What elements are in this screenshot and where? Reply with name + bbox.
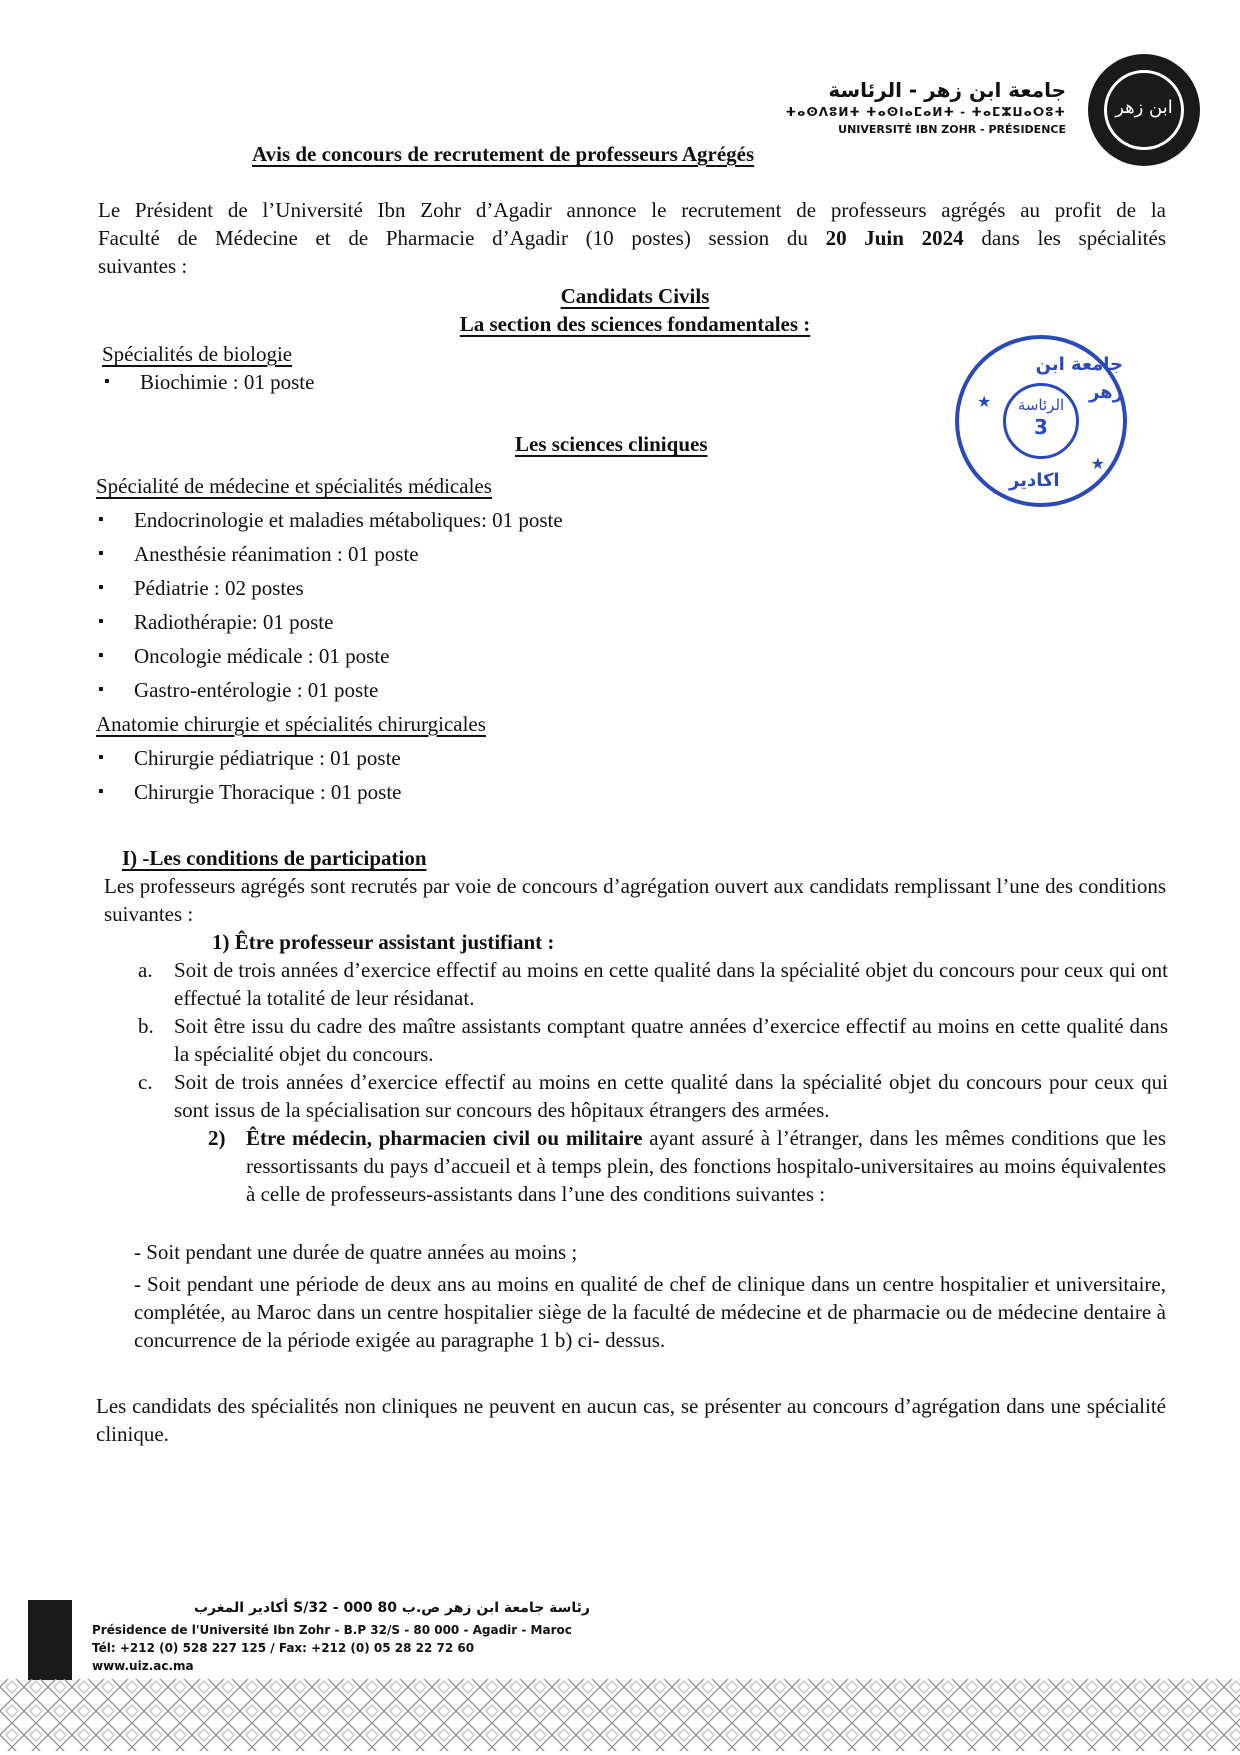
item-label: b. [138,1014,154,1038]
list-item: ▪ Biochimie : 01 poste [104,365,314,399]
stamp-star-icon: ★ [977,394,992,411]
list-item [138,1012,1168,1068]
cliniques-heading: Les sciences cliniques [515,432,708,456]
stamp-star-icon: ★ [1090,456,1105,473]
stamp-center-text: الرئاسة [1017,396,1065,414]
condition-2-label: 2) [208,1126,226,1150]
item-text: Soit être issu du cadre des maître assistants comptant quatre années d’exercice effectif au moins en cette qualité dans la spécialité objet du concours. [174,1014,1168,1066]
condition-1-heading: 1) Être professeur assistant justifiant : [212,930,555,954]
condition-2 [208,1124,1166,1208]
dash-item-1: - Soit pendant une durée de quatre années au moins ; [134,1240,578,1264]
intro-line-3: suivantes : [98,254,188,278]
stamp-bottom-text: اكادير [1009,470,1060,491]
presidency-stamp [955,335,1127,507]
intro-paragraph [98,196,1166,280]
stamp-top-text: جامعة ابن زهر [1035,354,1123,403]
list-item [138,956,1168,1012]
item-text: Soit de trois années d’exercice effectif au moins en cette qualité dans la spécialité objet du concours pour ceux qui sont issus de la spécialisation sur concours des hôpitaux étrangers des armées. [174,1070,1168,1122]
chirurgie-list [98,741,402,809]
biologie-heading: Spécialités de biologie [102,342,293,366]
footer-bar [28,1600,72,1680]
footer-address: Présidence de l'Université Ibn Zohr - B.P 32/S - 80 000 - Agadir - Maroc [92,1623,572,1637]
footer-decorative-pattern [0,1675,1240,1755]
intro-line-2-a: Faculté de Médecine et de Pharmacie d’Agadir (10 postes) session du [98,226,826,250]
chirurgie-heading: Anatomie chirurgie et spécialités chirurgicales [96,712,486,736]
list-item: ▪ Anesthésie réanimation : 01 poste [98,537,563,571]
list-item: ▪ Chirurgie Thoracique : 01 poste [98,775,402,809]
medecine-list [98,503,563,707]
header-french-name: UNIVERSITÉ IBN ZOHR - PRÉSIDENCE [838,123,1066,136]
item-label: a. [138,958,153,982]
list-item: ▪ Oncologie médicale : 01 poste [98,639,563,673]
intro-line-2-b: dans les spécialités [963,226,1166,250]
stamp-center [1003,383,1079,459]
section-fondamentales-heading: La section des sciences fondamentales : [459,312,811,336]
intro-line-1: Le Président de l’Université Ibn Zohr d’Agadir annonce le recrutement de professeurs agrégés au profit de la [98,198,1166,222]
university-logo [1088,54,1200,166]
item-label: c. [138,1070,153,1094]
closing-paragraph: Les candidats des spécialités non cliniques ne peuvent en aucun cas, se présenter au concours d’agrégation dans une spécialité clinique. [96,1394,1166,1446]
footer-website[interactable]: www.uiz.ac.ma [92,1659,194,1673]
dash-item-2: - Soit pendant une période de deux ans au moins en qualité de chef de clinique dans un centre hospitalier et universitaire, complétée, au Maroc dans un centre hospitalier siège de la faculté de médecine et de pharmacie ou de médecine dentaire à concurrence de la période exigée au paragraphe 1 b) ci- dessus. [134,1272,1166,1352]
candidats-heading: Candidats Civils [560,284,710,308]
condition-2-bold: Être médecin, pharmacien civil ou militaire [246,1126,643,1150]
list-item: ▪ Gastro-entérologie : 01 poste [98,673,563,707]
list-item: ▪ Chirurgie pédiatrique : 01 poste [98,741,402,775]
item-text: Soit de trois années d’exercice effectif au moins en cette qualité dans la spécialité objet du concours pour ceux qui ont effectué la totalité de leur résidanat. [174,958,1168,1010]
page-title: Avis de concours de recrutement de professeurs Agrégés [252,142,755,166]
footer-contact: Tél: +212 (0) 528 227 125 / Fax: +212 (0) 05 28 22 72 60 [92,1641,475,1655]
biologie-list [104,365,314,399]
condition-2-text-block [246,1124,1166,1208]
session-date: 20 Juin 2024 [825,226,964,250]
list-item: ▪ Pédiatrie : 02 postes [98,571,563,605]
conditions-heading: I) -Les conditions de participation [122,846,427,870]
stamp-number: 3 [1034,415,1048,439]
list-item: ▪ Radiothérapie: 01 poste [98,605,563,639]
pattern-graphic [0,1675,1240,1755]
logo-glyph: ابن زهر [1104,70,1184,150]
list-item [138,1068,1168,1124]
header-arabic-name: جامعة ابن زهر - الرئاسة [828,78,1066,102]
condition-1-list [138,956,1168,1124]
header-tifinagh-name: ⵜⴰⵙⴷⵓⵍⵜ ⵜⴰⵙⵏⴰⵎⴰⵍⵜ - ⵜⴰⵎⵣⵡⴰⵔⵓⵜ [785,105,1066,119]
medecine-heading: Spécialité de médecine et spécialités médicales [96,474,492,498]
condition-2-text: ayant assuré à l’étranger, dans les mêmes conditions que les ressortissants du pays d’accueil et à temps plein, des fonctions hospitalo-universitaires au moins équivalentes à celle de professeurs-assistants dans l’une des conditions suivantes : [246,1126,1166,1206]
intro-line-2 [98,224,1166,252]
conditions-intro: Les professeurs agrégés sont recrutés par voie de concours d’agrégation ouvert aux candidats remplissant l’une des conditions suivantes : [104,874,1166,926]
footer-arabic: رئاسة جامعة ابن زهر ص.ب 80 000 - 32/S أكادير المغرب [193,1600,590,1616]
list-item: ▪ Endocrinologie et maladies métaboliques: 01 poste [98,503,563,537]
